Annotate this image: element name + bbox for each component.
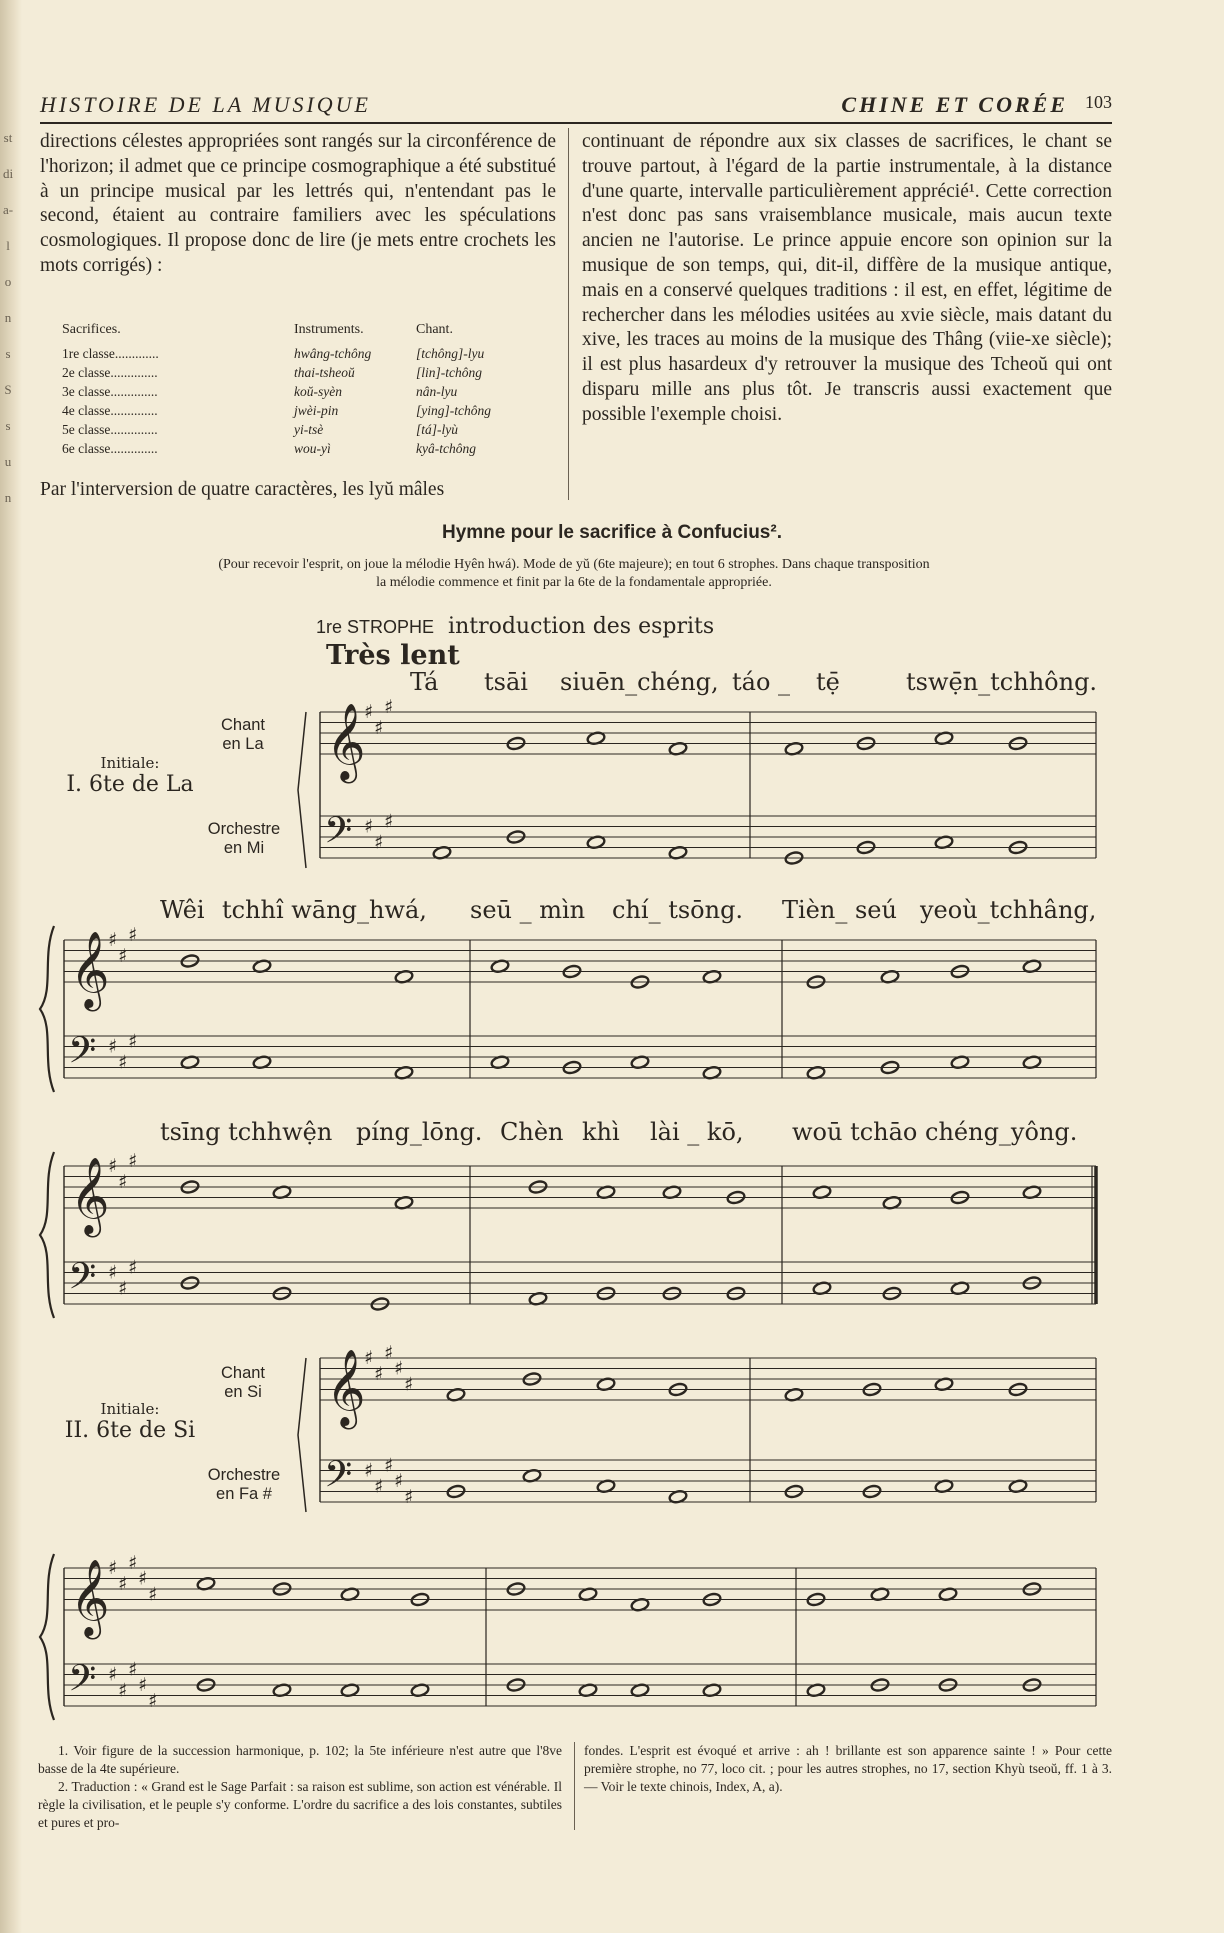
footnotes-right: [584, 1742, 1112, 1796]
treble-clef: 𝄞: [326, 702, 366, 780]
whole-note: [812, 1185, 831, 1199]
whole-note: [1022, 959, 1041, 973]
sharp-sign: ♯: [128, 1030, 138, 1053]
whole-note: [562, 964, 581, 978]
sharp-sign: ♯: [128, 1551, 138, 1574]
whole-note: [596, 1377, 615, 1391]
whole-note: [522, 1469, 541, 1483]
whole-note: [522, 1372, 541, 1386]
label-line: Chant: [220, 716, 266, 734]
whole-note: [950, 1281, 969, 1295]
sharp-sign: ♯: [118, 1679, 128, 1702]
whole-note: [586, 835, 605, 849]
whole-note: [1022, 1185, 1041, 1199]
whole-note: [784, 1388, 803, 1402]
whole-note: [596, 1479, 615, 1493]
whole-note: [938, 1587, 957, 1601]
whole-note: [196, 1577, 215, 1591]
table-cell: 4e classe..............: [62, 402, 158, 418]
sharp-sign: ♯: [108, 1035, 118, 1058]
whole-note: [726, 1286, 745, 1300]
table-cell: 1re classe.............: [62, 345, 159, 361]
margin-fragments: [0, 120, 16, 516]
whole-note: [272, 1683, 291, 1697]
whole-note: [272, 1286, 291, 1300]
whole-note: [340, 1683, 359, 1697]
sharp-sign: ♯: [404, 1373, 414, 1396]
sharp-sign: ♯: [364, 1347, 374, 1369]
hymn-title: Hymne pour le sacrifice à Confucius².: [442, 522, 782, 543]
sharp-sign: ♯: [384, 1341, 394, 1364]
table-header: Instruments.: [294, 322, 364, 337]
label-orch-fa: [196, 1466, 292, 1504]
whole-note: [856, 840, 875, 854]
sharp-sign: ♯: [374, 831, 384, 854]
label-bracket: [298, 1358, 306, 1512]
lyric-syllable: Tièn_ seú: [782, 896, 897, 924]
margin-fragment: s: [5, 418, 11, 433]
whole-note: [726, 1190, 745, 1204]
sharp-sign: ♯: [138, 1674, 148, 1696]
sharp-sign: ♯: [374, 716, 384, 739]
header-left: HISTOIRE DE LA MUSIQUE: [40, 92, 371, 117]
whole-note: [394, 1066, 413, 1080]
system-brace: [40, 1152, 54, 1318]
whole-note: [1008, 1479, 1027, 1493]
right-column: [582, 130, 1112, 428]
sharp-sign: ♯: [374, 1475, 384, 1498]
initiale-2: [60, 1398, 200, 1442]
whole-note: [410, 1592, 429, 1606]
sharp-sign: ♯: [394, 1470, 404, 1492]
whole-note: [1022, 1055, 1041, 1069]
whole-note: [196, 1678, 215, 1692]
margin-fragment: n: [4, 490, 12, 505]
whole-note: [702, 1592, 721, 1606]
whole-note: [630, 975, 649, 989]
whole-note: [806, 975, 825, 989]
strophe-label: 1re STROPHE: [316, 617, 435, 637]
sharp-sign: ♯: [364, 815, 374, 838]
footnote-divider: [574, 1742, 575, 1830]
right-text: continuant de répondre aux six classes de sacrifices, le chant se trouve partout, à l'égard de la partie instrumentale, à la distance d'une quarte, intervalle particulièrement apprécié¹. Cette correction n'est donc pas sans vraisemblance musicale, mais aucun texte ancien ne l'autorise. Le prince appuie encore son opinion sur la musique de son temps, qui, dit-il, diffère de la musique antique, mais en a conservé quelques traditions : il est, en effet, légitime de rechercher dans les mélodies usitées au xvie siècle, mais datant du xive, les traces au moins de la musique des Thâng (viie-xe siècle); il est plus hasardeux d'y retrouver la musique des Tcheoŭ qui ont disparu mille ans plus tôt. Je transcris aussi exactement que possible l'exemple choisi.: [582, 131, 1112, 425]
whole-note: [1008, 1382, 1027, 1396]
whole-note: [862, 1382, 881, 1396]
whole-note: [528, 1180, 547, 1194]
lyric-syllable: woū tchāo chéng_yông.: [792, 1118, 1078, 1146]
label-line: Initiale:: [100, 1400, 160, 1418]
left-after-table: Par l'interversion de quatre caractères, les lyŭ mâles: [40, 479, 445, 500]
lyric-syllable: lài _ kō,: [650, 1118, 744, 1146]
lyric-syllable: seū _ mìn: [470, 896, 586, 924]
whole-note: [880, 970, 899, 984]
sharp-sign: ♯: [404, 1485, 414, 1508]
sharp-sign: ♯: [118, 1051, 128, 1074]
sharp-sign: ♯: [128, 1149, 138, 1172]
whole-note: [880, 1060, 899, 1074]
bass-clef: 𝄢: [68, 1255, 97, 1307]
whole-note: [1008, 736, 1027, 750]
margin-fragment: st: [3, 130, 13, 145]
whole-note: [702, 1066, 721, 1080]
header-rule: [40, 122, 1112, 124]
whole-note: [180, 1276, 199, 1290]
whole-note: [630, 1683, 649, 1697]
treble-clef: 𝄞: [70, 1558, 110, 1636]
sharp-sign: ♯: [148, 1583, 158, 1606]
whole-note: [934, 731, 953, 745]
whole-note: [432, 846, 451, 860]
lyric-syllable: píng_lōng.: [356, 1118, 483, 1146]
whole-note: [596, 1286, 615, 1300]
whole-note: [702, 1683, 721, 1697]
sharp-sign: ♯: [128, 1256, 138, 1279]
table-cell: koŭ-syèn: [294, 383, 342, 399]
whole-note: [340, 1587, 359, 1601]
strophe-text: introduction des esprits: [448, 614, 715, 639]
sharp-sign: ♯: [108, 1261, 118, 1284]
margin-fragment: s: [5, 346, 11, 361]
initiale-1: [60, 752, 200, 796]
table-cell: yi-tsè: [294, 421, 324, 437]
label-line: I. 6te de La: [66, 772, 194, 797]
table-row: [62, 420, 491, 439]
sharp-sign: ♯: [394, 1357, 404, 1380]
footnote: 2. Traduction : « Grand est le Sage Parfait : sa raison est sublime, son action est vénérable. Il règle la civilisation, et le peuple s'y conforme. L'ordre du sacrifice a des lois constantes, subtiles et pures et pro-: [38, 1779, 562, 1830]
strophe-heading: [316, 614, 714, 639]
footnotes-left: [38, 1742, 562, 1832]
sharp-sign: ♯: [118, 944, 128, 967]
table-header: Chant.: [416, 322, 453, 337]
footnote: 1. Voir figure de la succession harmonique, p. 102; la 5te inférieure n'est autre que l'8ve basse de la 4te supérieure.: [38, 1743, 562, 1776]
table-cell: [tá]-lyù: [416, 421, 458, 437]
hymn-subtitle-line: la mélodie commence et finit par la 6te de la fondamentale appropriée.: [376, 575, 772, 590]
hymn-subtitle-line: (Pour recevoir l'esprit, on joue la mélodie Hyên hwá). Mode de yŭ (6te majeure); en tout 6 strophes. Dans chaque transposition: [218, 557, 930, 572]
bass-clef: 𝄢: [324, 1453, 353, 1505]
whole-note: [950, 964, 969, 978]
margin-fragment: u: [4, 454, 12, 469]
sharp-sign: ♯: [118, 1170, 128, 1193]
label-line: II. 6te de Si: [64, 1418, 196, 1443]
system-brace: [40, 1554, 54, 1720]
lyric-syllable: tsīng tchhwện: [160, 1118, 333, 1146]
sharp-sign: ♯: [128, 923, 138, 946]
margin-fragment: l: [6, 238, 10, 253]
whole-note: [446, 1484, 465, 1498]
whole-note: [856, 736, 875, 750]
whole-note: [180, 1055, 199, 1069]
table-cell: [ying]-tchông: [416, 402, 491, 418]
table-row: [62, 382, 491, 401]
whole-note: [668, 1490, 687, 1504]
whole-note: [702, 970, 721, 984]
whole-note: [394, 1196, 413, 1210]
label-chant-si: [208, 1364, 278, 1402]
whole-note: [490, 959, 509, 973]
bass-clef: 𝄢: [68, 1029, 97, 1081]
whole-note: [882, 1286, 901, 1300]
whole-note: [1022, 1276, 1041, 1290]
treble-clef: 𝄞: [326, 1348, 366, 1426]
whole-note: [252, 959, 271, 973]
label-line: Initiale:: [100, 754, 160, 772]
table-cell: 2e classe..............: [62, 364, 158, 380]
whole-note: [668, 742, 687, 756]
whole-note: [370, 1297, 389, 1311]
whole-note: [446, 1388, 465, 1402]
margin-fragment: S: [4, 382, 12, 397]
table-cell: thai-tsheoŭ: [294, 364, 355, 380]
whole-note: [870, 1587, 889, 1601]
whole-note: [506, 736, 525, 750]
table-cell: hwâng-tchông: [294, 345, 372, 361]
whole-note: [668, 846, 687, 860]
page-number: 103: [1085, 92, 1112, 112]
lyric-syllable: khì: [582, 1118, 620, 1146]
table-cell: 5e classe..............: [62, 421, 158, 437]
table-cell: kyâ-tchông: [416, 440, 476, 456]
whole-note: [662, 1286, 681, 1300]
whole-note: [272, 1185, 291, 1199]
whole-note: [934, 835, 953, 849]
table-cell: [lin]-tchông: [416, 364, 482, 380]
table-row: [62, 401, 491, 420]
label-chant-la: [208, 716, 278, 754]
running-header: [40, 92, 1112, 118]
sharp-sign: ♯: [364, 701, 374, 723]
sharp-sign: ♯: [108, 1155, 118, 1177]
lyric-syllable: Tá: [410, 668, 439, 696]
whole-note: [630, 1055, 649, 1069]
table-cell: 3e classe..............: [62, 383, 158, 399]
whole-note: [252, 1055, 271, 1069]
whole-note: [180, 1180, 199, 1194]
whole-note: [882, 1196, 901, 1210]
label-line: Chant: [220, 1364, 266, 1382]
table-cell: wou-yì: [294, 440, 331, 456]
whole-note: [490, 1055, 509, 1069]
treble-clef: 𝄞: [70, 930, 110, 1008]
margin-fragment: o: [4, 274, 12, 289]
label-line: en Fa #: [216, 1485, 272, 1503]
whole-note: [562, 1060, 581, 1074]
whole-note: [394, 970, 413, 984]
whole-note: [1008, 840, 1027, 854]
whole-note: [806, 1683, 825, 1697]
lyric-syllable: Chèn: [500, 1118, 564, 1146]
lyric-syllable: siuēn_chéng,: [560, 668, 719, 696]
whole-note: [586, 731, 605, 745]
sharp-sign: ♯: [128, 1658, 138, 1681]
whole-note: [506, 830, 525, 844]
whole-note: [862, 1484, 881, 1498]
bass-clef: 𝄢: [68, 1657, 97, 1709]
sharp-sign: ♯: [108, 929, 118, 951]
whole-note: [506, 1582, 525, 1596]
sharp-sign: ♯: [118, 1572, 128, 1595]
treble-clef: 𝄞: [70, 1156, 110, 1234]
lyric-syllable: tchhî wāng_hwá,: [222, 896, 427, 924]
system-brace: [40, 926, 54, 1092]
label-line: en Si: [224, 1383, 262, 1401]
table-row: [62, 439, 491, 458]
sharp-sign: ♯: [108, 1663, 118, 1686]
label-bracket: [298, 712, 306, 868]
label-line: en La: [222, 735, 264, 753]
column-divider: [568, 128, 569, 500]
whole-note: [784, 1484, 803, 1498]
table-cell: nân-lyu: [416, 383, 458, 399]
sharp-sign: ♯: [384, 810, 394, 833]
table-row: [62, 344, 491, 363]
sharp-sign: ♯: [148, 1689, 158, 1712]
label-line: Orchestre: [207, 1466, 281, 1484]
sharp-sign: ♯: [384, 1454, 394, 1477]
lyric-syllable: táo _: [732, 668, 791, 696]
footnote: fondes. L'esprit est évoqué et arrive : ah ! brillante est son apparence sainte ! » Pour cette première strophe, no 77, loco cit. ; pour les autres strophes, no 17, section Khyù tseoŭ, ff. 1 à 3. — Voir le texte chinois, Index, A, a).: [584, 1743, 1112, 1794]
whole-note: [1022, 1678, 1041, 1692]
lyric-syllable: yeoù_tchhâng,: [920, 896, 1097, 924]
whole-note: [938, 1678, 957, 1692]
whole-note: [870, 1678, 889, 1692]
table-cell: 6e classe..............: [62, 440, 158, 456]
whole-note: [410, 1683, 429, 1697]
whole-note: [578, 1587, 597, 1601]
sharp-sign: ♯: [384, 695, 394, 718]
left-intro: directions célestes appropriées sont rangés sur la circonférence de l'horizon; il admet que ce principe cosmographique a été substitué à un principe musical par les lettrés qui, n'entendant pas le second, étaient au contraire familiers avec les spéculations cosmologiques. Il propose donc de lire (je mets entre crochets les mots corrigés) :: [40, 131, 556, 276]
sharp-sign: ♯: [108, 1557, 118, 1579]
hymn-subtitle: [54, 556, 1094, 592]
header-right: CHINE ET CORÉE: [841, 92, 1068, 117]
whole-note: [950, 1055, 969, 1069]
whole-note: [934, 1479, 953, 1493]
sacrifice-table: [62, 322, 491, 458]
whole-note: [180, 954, 199, 968]
margin-fragment: di: [2, 166, 14, 181]
label-line: en Mi: [223, 839, 265, 857]
whole-note: [806, 1592, 825, 1606]
margin-fragment: n: [4, 310, 12, 325]
whole-note: [630, 1598, 649, 1612]
whole-note: [784, 742, 803, 756]
whole-note: [806, 1066, 825, 1080]
whole-note: [528, 1292, 547, 1306]
lyric-syllable: tsāi: [484, 668, 528, 696]
whole-note: [578, 1683, 597, 1697]
sharp-sign: ♯: [364, 1459, 374, 1482]
tempo-marking: Très lent: [326, 640, 460, 671]
whole-note: [950, 1190, 969, 1204]
label-orch-mi: [196, 820, 292, 858]
sharp-sign: ♯: [138, 1567, 148, 1590]
whole-note: [662, 1185, 681, 1199]
table-cell: jwèi-pin: [294, 402, 339, 418]
whole-note: [668, 1382, 687, 1396]
whole-note: [812, 1281, 831, 1295]
bass-clef: 𝄢: [324, 809, 353, 861]
lyric-syllable: chí_ tsōng.: [612, 896, 744, 924]
whole-note: [934, 1377, 953, 1391]
sharp-sign: ♯: [374, 1362, 384, 1385]
table-cell: [tchông]-lyu: [416, 345, 485, 361]
table-row: [62, 363, 491, 382]
sharp-sign: ♯: [118, 1277, 128, 1300]
lyric-syllable: tẹ̄: [816, 668, 840, 696]
whole-note: [272, 1582, 291, 1596]
whole-note: [596, 1185, 615, 1199]
whole-note: [506, 1678, 525, 1692]
table-header: Sacrifices.: [62, 322, 121, 337]
whole-note: [784, 851, 803, 865]
label-line: Orchestre: [207, 820, 281, 838]
whole-note: [1022, 1582, 1041, 1596]
margin-fragment: a-: [2, 202, 14, 217]
lyric-syllable: tswẹ̄n_tchhông.: [906, 668, 1098, 696]
lyric-syllable: Wêi: [160, 896, 205, 924]
